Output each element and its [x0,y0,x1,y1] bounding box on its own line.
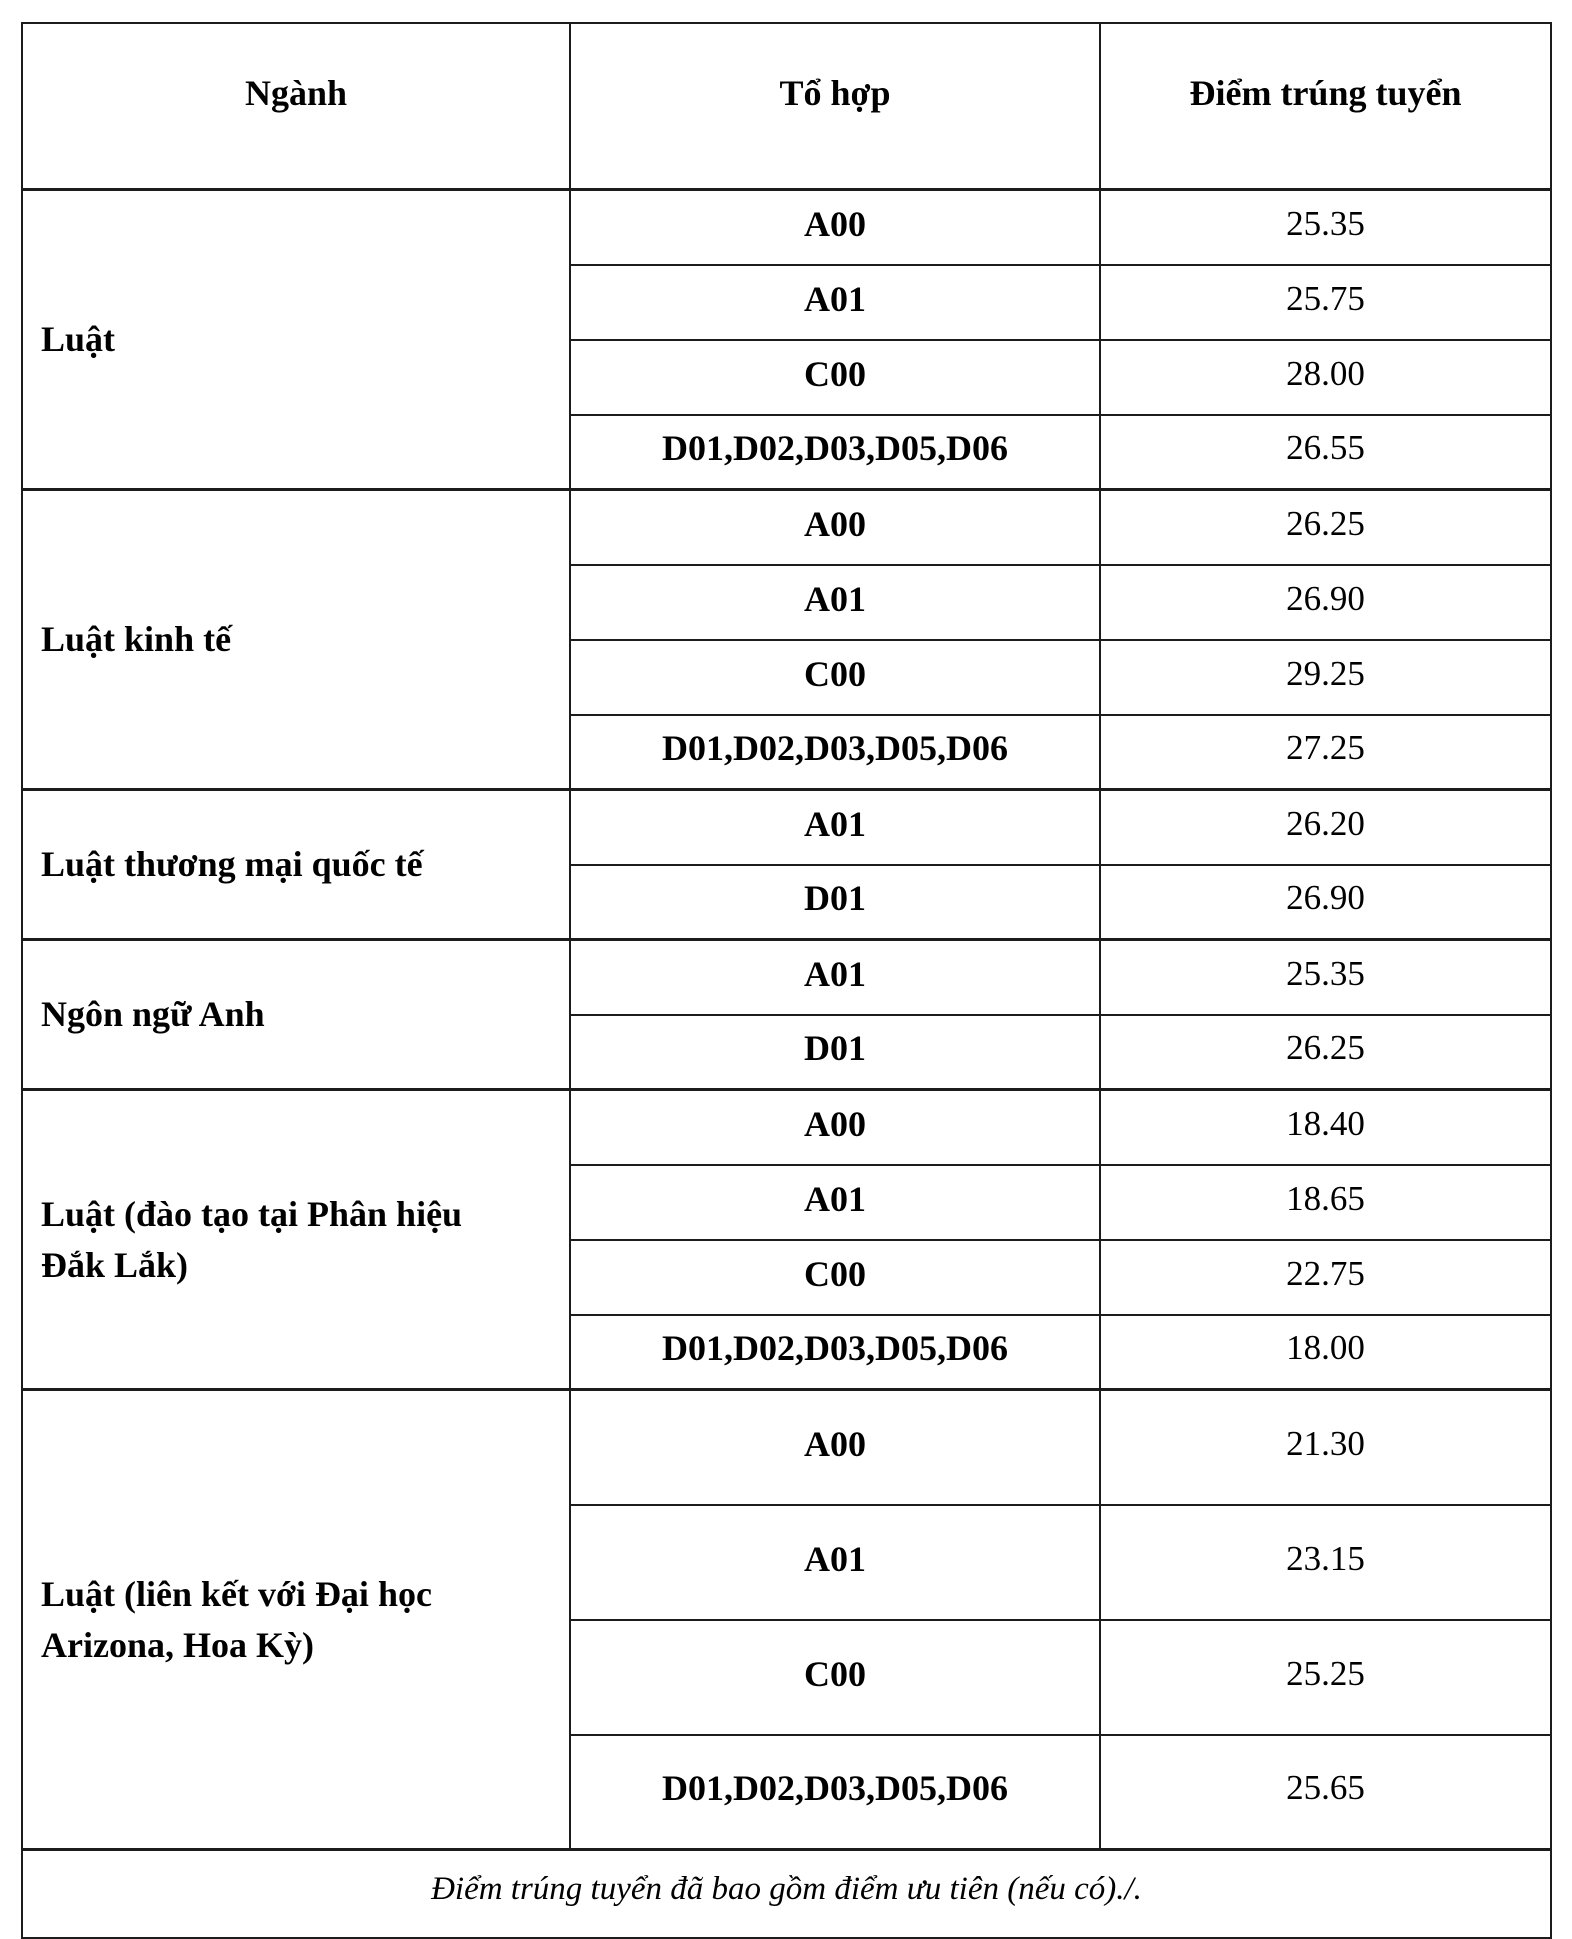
score-cell: 26.25 [1100,490,1551,565]
header-score: Điểm trúng tuyển [1100,23,1551,190]
table-row [22,1390,1551,1505]
score-cell: 25.75 [1100,265,1551,340]
combo-cell: C00 [570,1240,1100,1315]
combo-cell: A01 [570,565,1100,640]
combo-cell: A01 [570,1165,1100,1240]
score-cell: 25.25 [1100,1620,1551,1735]
score-cell: 25.35 [1100,190,1551,265]
major-cell: Luật thương mại quốc tế [22,790,570,940]
score-cell: 26.90 [1100,865,1551,940]
table-header-row [22,23,1551,190]
combo-cell: D01,D02,D03,D05,D06 [570,1735,1100,1850]
combo-cell: A00 [570,1390,1100,1505]
score-cell: 26.25 [1100,1015,1551,1090]
table-row [22,940,1551,1015]
table-row [22,490,1551,565]
score-cell: 18.00 [1100,1315,1551,1390]
combo-cell: C00 [570,1620,1100,1735]
combo-cell: A00 [570,490,1100,565]
score-cell: 25.35 [1100,940,1551,1015]
score-cell: 18.40 [1100,1090,1551,1165]
combo-cell: A01 [570,790,1100,865]
score-cell: 27.25 [1100,715,1551,790]
major-cell: Luật (liên kết với Đại học Arizona, Hoa Kỳ) [22,1390,570,1850]
table-row [22,190,1551,265]
table-row [22,1090,1551,1165]
combo-cell: C00 [570,340,1100,415]
score-cell: 21.30 [1100,1390,1551,1505]
admission-score-table [21,22,1552,1939]
combo-cell: A00 [570,1090,1100,1165]
combo-cell: D01,D02,D03,D05,D06 [570,1315,1100,1390]
combo-cell: A01 [570,1505,1100,1620]
score-cell: 23.15 [1100,1505,1551,1620]
major-cell: Luật [22,190,570,490]
combo-cell: D01 [570,1015,1100,1090]
combo-cell: A01 [570,940,1100,1015]
score-cell: 25.65 [1100,1735,1551,1850]
score-cell: 26.20 [1100,790,1551,865]
table-row [22,790,1551,865]
score-cell: 22.75 [1100,1240,1551,1315]
combo-cell: D01,D02,D03,D05,D06 [570,715,1100,790]
header-major: Ngành [22,23,570,190]
combo-cell: C00 [570,640,1100,715]
footnote-row [22,1850,1551,1939]
score-cell: 29.25 [1100,640,1551,715]
major-cell: Ngôn ngữ Anh [22,940,570,1090]
header-combo: Tổ hợp [570,23,1100,190]
major-cell: Luật kinh tế [22,490,570,790]
combo-cell: D01 [570,865,1100,940]
combo-cell: A00 [570,190,1100,265]
footnote-text: Điểm trúng tuyển đã bao gồm điểm ưu tiên (nếu có)./. [22,1850,1551,1939]
score-cell: 28.00 [1100,340,1551,415]
score-cell: 26.90 [1100,565,1551,640]
admission-score-table-wrapper [21,22,1552,1939]
score-cell: 18.65 [1100,1165,1551,1240]
major-cell: Luật (đào tạo tại Phân hiệu Đắk Lắk) [22,1090,570,1390]
score-cell: 26.55 [1100,415,1551,490]
combo-cell: A01 [570,265,1100,340]
combo-cell: D01,D02,D03,D05,D06 [570,415,1100,490]
